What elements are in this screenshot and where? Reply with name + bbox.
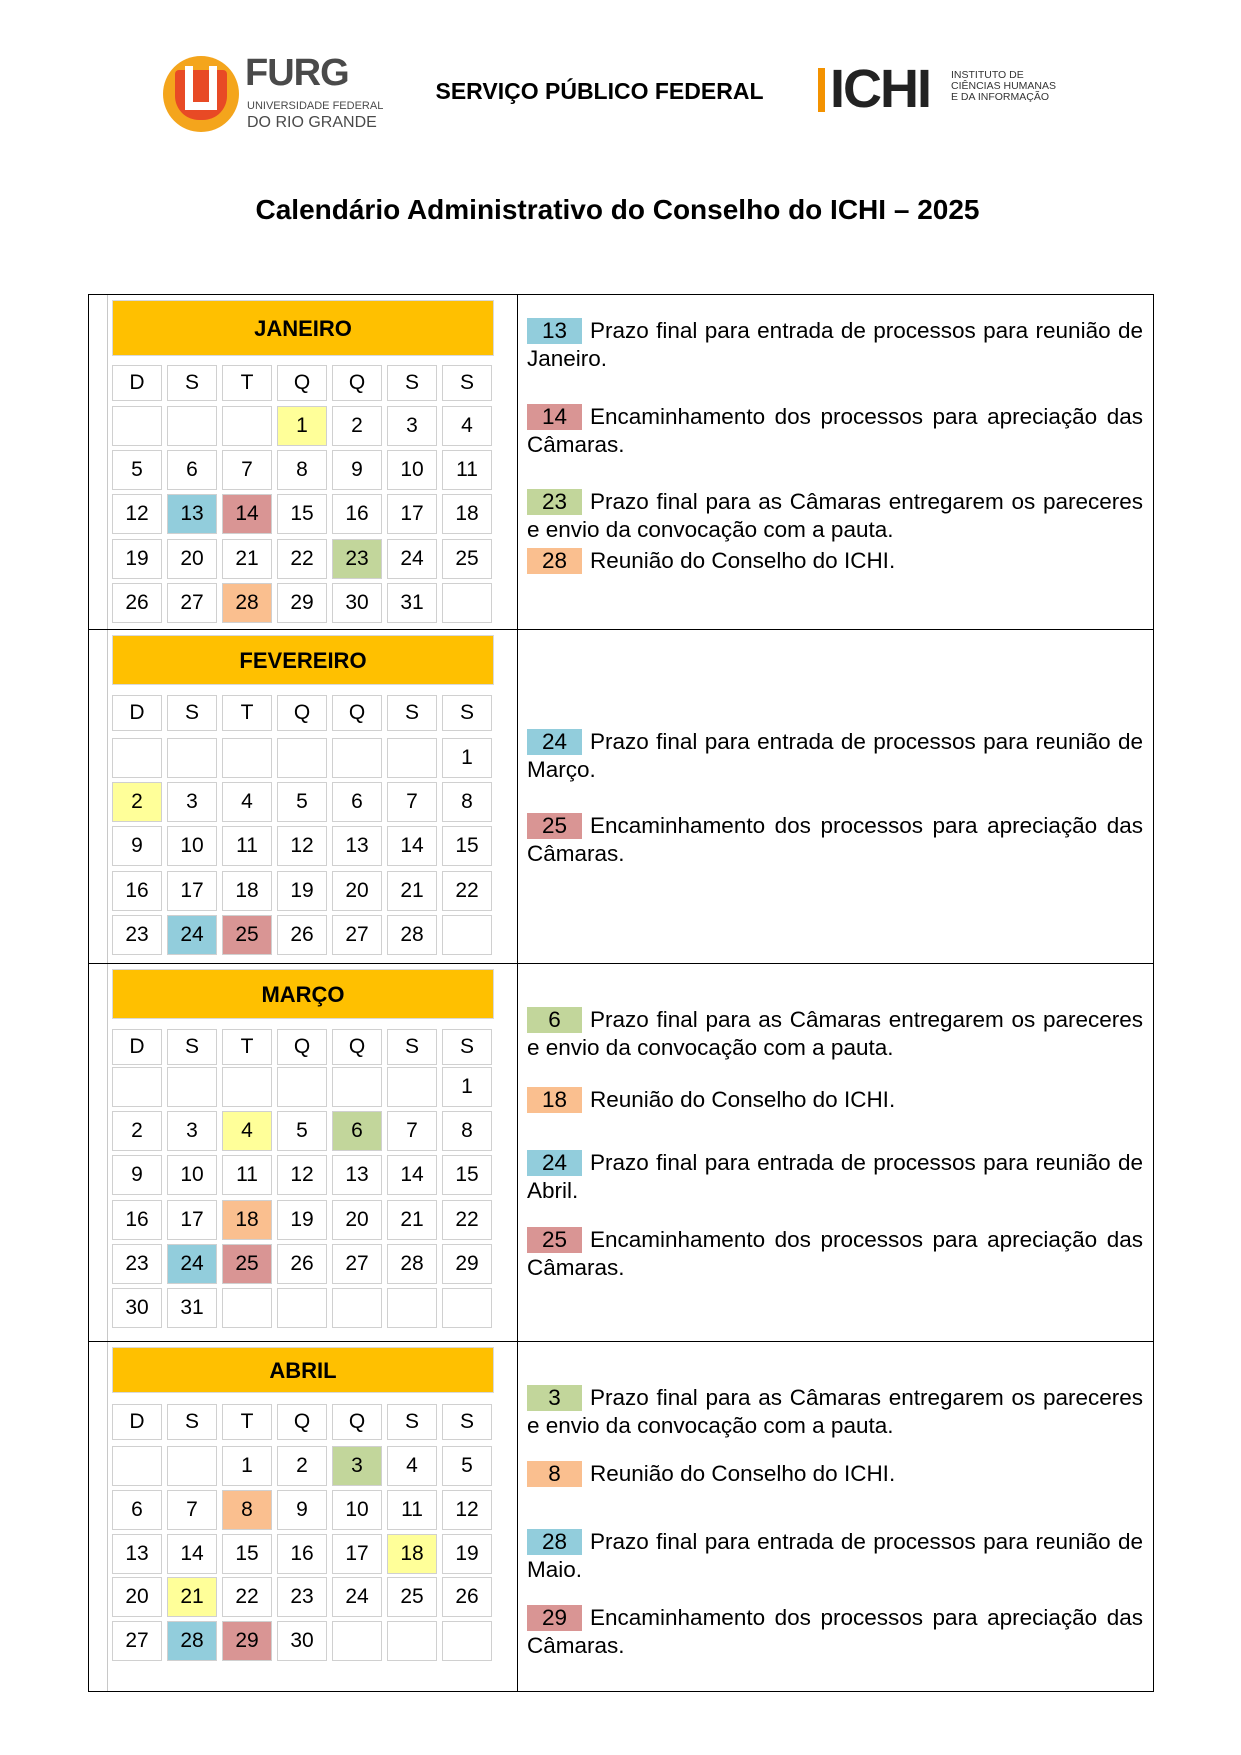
calendar-day: 28 — [387, 1244, 437, 1284]
calendar-day: 5 — [277, 782, 327, 822]
event-day-badge: 24 — [527, 729, 582, 755]
page-title: Calendário Administrativo do Conselho do ICHI – 2025 — [255, 194, 980, 225]
calendar-day: 17 — [167, 871, 217, 911]
calendar-day: 6 — [167, 450, 217, 490]
calendar-day-empty — [167, 406, 217, 446]
event-day-badge: 25 — [527, 1227, 582, 1253]
calendar-day: 22 — [442, 871, 492, 911]
event-day-badge: 28 — [527, 548, 582, 574]
calendar-day: 12 — [442, 1490, 492, 1530]
calendar-day: 14 — [387, 826, 437, 866]
weekday-header: S — [167, 1404, 217, 1440]
calendar-border — [107, 295, 108, 629]
column-divider — [517, 1342, 518, 1691]
service-heading: SERVIÇO PÚBLICO FEDERAL — [435, 78, 764, 104]
calendar-day: 30 — [332, 583, 382, 623]
calendar-day: 28 — [222, 583, 272, 623]
event-description: Reunião do Conselho do ICHI. — [590, 548, 896, 573]
weekday-header: Q — [277, 1404, 327, 1440]
calendar-day: 9 — [112, 826, 162, 866]
calendar-day-empty — [332, 738, 382, 778]
calendar-day: 17 — [387, 494, 437, 534]
event-item — [527, 1006, 1143, 1062]
calendar-day-empty — [112, 738, 162, 778]
calendar-day: 9 — [112, 1155, 162, 1195]
weekday-header: S — [167, 695, 217, 731]
calendar-day: 4 — [442, 406, 492, 446]
event-day-badge: 6 — [527, 1007, 582, 1033]
calendar-day: 23 — [112, 1244, 162, 1284]
calendar-day-empty — [222, 738, 272, 778]
calendar-day: 12 — [112, 494, 162, 534]
calendar-day-empty — [222, 1067, 272, 1107]
calendar-day: 2 — [112, 1111, 162, 1151]
furg-logo-name: FURG — [245, 52, 349, 94]
calendar-day: 7 — [222, 450, 272, 490]
weekday-header: Q — [277, 365, 327, 401]
calendar-day: 4 — [222, 1111, 272, 1151]
weekday-header: Q — [277, 695, 327, 731]
calendar-day: 3 — [332, 1446, 382, 1486]
calendar-day: 8 — [442, 782, 492, 822]
event-item — [527, 1149, 1143, 1205]
calendar-day: 20 — [167, 539, 217, 579]
ichi-accent-bar — [818, 68, 825, 112]
calendar-day: 29 — [222, 1621, 272, 1661]
calendar-day: 27 — [332, 915, 382, 955]
ichi-logo-name: ICHI — [830, 59, 930, 119]
calendar-day: 25 — [387, 1577, 437, 1617]
calendar-day: 27 — [112, 1621, 162, 1661]
calendar-day-empty — [332, 1621, 382, 1661]
calendar-day: 10 — [332, 1490, 382, 1530]
event-description: Prazo final para as Câmaras entregarem os pareceres e envio da convocação com a pauta. — [527, 489, 1143, 542]
calendar-day: 12 — [277, 1155, 327, 1195]
weekday-header: S — [442, 365, 492, 401]
calendar-day-empty — [222, 406, 272, 446]
calendar-day: 19 — [277, 1200, 327, 1240]
calendar-day: 18 — [222, 871, 272, 911]
calendar-day-empty — [387, 1288, 437, 1328]
calendar-day: 13 — [332, 826, 382, 866]
calendar-day: 30 — [112, 1288, 162, 1328]
calendar-day: 5 — [277, 1111, 327, 1151]
event-day-badge: 8 — [527, 1461, 582, 1487]
calendar-day: 31 — [167, 1288, 217, 1328]
event-day-badge: 25 — [527, 813, 582, 839]
calendar-day: 21 — [222, 539, 272, 579]
month-row — [89, 964, 1153, 1342]
column-divider — [517, 630, 518, 963]
event-item — [527, 1528, 1143, 1584]
calendar-day: 22 — [222, 1577, 272, 1617]
calendar-table — [88, 294, 1154, 1692]
calendar-day: 11 — [442, 450, 492, 490]
event-description: Encaminhamento dos processos para apreciação das Câmaras. — [527, 404, 1143, 457]
calendar-day: 18 — [387, 1534, 437, 1574]
calendar-day-empty — [332, 1288, 382, 1328]
calendar-border — [107, 1342, 108, 1691]
calendar-day: 1 — [442, 738, 492, 778]
furg-logo-subtitle-2: DO RIO GRANDE — [247, 114, 377, 131]
ichi-logo — [818, 59, 1078, 120]
events-list — [527, 295, 1143, 629]
calendar-day: 20 — [332, 1200, 382, 1240]
event-description: Prazo final para as Câmaras entregarem os pareceres e envio da convocação com a pauta. — [527, 1385, 1143, 1438]
calendar-day-empty — [442, 915, 492, 955]
calendar-day: 19 — [277, 871, 327, 911]
weekday-header: T — [222, 1404, 272, 1440]
event-item — [527, 812, 1143, 868]
calendar-day: 24 — [167, 915, 217, 955]
calendar-day-empty — [442, 1288, 492, 1328]
calendar-day-empty — [167, 1446, 217, 1486]
calendar-day: 29 — [277, 583, 327, 623]
calendar-day: 13 — [167, 494, 217, 534]
event-day-badge: 24 — [527, 1150, 582, 1176]
weekday-header: Q — [332, 1029, 382, 1065]
calendar-day: 23 — [112, 915, 162, 955]
calendar-day: 10 — [167, 826, 217, 866]
weekday-header: D — [112, 365, 162, 401]
calendar-day: 26 — [442, 1577, 492, 1617]
calendar-day: 14 — [387, 1155, 437, 1195]
month-name: FEVEREIRO — [112, 635, 494, 685]
event-description: Encaminhamento dos processos para apreciação das Câmaras. — [527, 1605, 1143, 1658]
calendar-day: 5 — [442, 1446, 492, 1486]
calendar-day: 24 — [167, 1244, 217, 1284]
calendar-day: 16 — [112, 1200, 162, 1240]
calendar-border — [107, 964, 108, 1341]
furg-logo-subtitle-1: UNIVERSIDADE FEDERAL — [247, 100, 384, 112]
calendar-day: 28 — [167, 1621, 217, 1661]
page-header — [0, 50, 1241, 140]
calendar-day: 21 — [387, 871, 437, 911]
calendar-day-empty — [387, 1067, 437, 1107]
calendar-day: 6 — [332, 782, 382, 822]
event-description: Prazo final para entrada de processos para reunião de Janeiro. — [527, 318, 1143, 371]
column-divider — [517, 964, 518, 1341]
event-item — [527, 728, 1143, 784]
calendar-day: 1 — [277, 406, 327, 446]
ichi-logo-subtitle: INSTITUTO DE CIÊNCIAS HUMANAS E DA INFORMAÇÃO — [951, 69, 1057, 103]
calendar-day: 8 — [222, 1490, 272, 1530]
weekday-header: S — [167, 1029, 217, 1065]
calendar-day: 19 — [442, 1534, 492, 1574]
event-item — [527, 1086, 1143, 1114]
calendar-day-empty — [277, 1067, 327, 1107]
calendar-day-empty — [112, 406, 162, 446]
event-description: Encaminhamento dos processos para apreciação das Câmaras. — [527, 1227, 1143, 1280]
calendar-day: 7 — [387, 1111, 437, 1151]
event-item — [527, 488, 1143, 544]
calendar-day: 22 — [442, 1200, 492, 1240]
calendar-day: 8 — [442, 1111, 492, 1151]
month-name: ABRIL — [112, 1347, 494, 1393]
calendar-day: 5 — [112, 450, 162, 490]
event-description: Reunião do Conselho do ICHI. — [590, 1461, 896, 1486]
event-description: Prazo final para entrada de processos para reunião de Maio. — [527, 1529, 1143, 1582]
month-row — [89, 1342, 1153, 1691]
calendar-day: 6 — [332, 1111, 382, 1151]
event-day-badge: 18 — [527, 1087, 582, 1113]
weekday-header: S — [387, 365, 437, 401]
calendar-day: 11 — [387, 1490, 437, 1530]
weekday-header: T — [222, 695, 272, 731]
calendar-day: 4 — [387, 1446, 437, 1486]
calendar-day-empty — [442, 1621, 492, 1661]
column-divider — [517, 295, 518, 629]
weekday-header: D — [112, 1404, 162, 1440]
calendar-day: 2 — [332, 406, 382, 446]
calendar-day: 4 — [222, 782, 272, 822]
event-day-badge: 29 — [527, 1605, 582, 1631]
month-row — [89, 630, 1153, 964]
calendar-day: 13 — [112, 1534, 162, 1574]
calendar-day: 7 — [387, 782, 437, 822]
calendar-day: 12 — [277, 826, 327, 866]
calendar-day: 19 — [112, 539, 162, 579]
event-description: Reunião do Conselho do ICHI. — [590, 1087, 896, 1112]
calendar-day: 28 — [387, 915, 437, 955]
weekday-header: Q — [332, 695, 382, 731]
calendar-day-empty — [167, 1067, 217, 1107]
event-description: Prazo final para as Câmaras entregarem os pareceres e envio da convocação com a pauta. — [527, 1007, 1143, 1060]
calendar-day-empty — [277, 1288, 327, 1328]
calendar-day: 24 — [387, 539, 437, 579]
calendar-day: 16 — [112, 871, 162, 911]
calendar-day-empty — [387, 1621, 437, 1661]
event-description: Prazo final para entrada de processos para reunião de Março. — [527, 729, 1143, 782]
calendar-day: 29 — [442, 1244, 492, 1284]
event-item — [527, 1384, 1143, 1440]
calendar-day: 1 — [442, 1067, 492, 1107]
event-item — [527, 1226, 1143, 1282]
calendar-day: 17 — [167, 1200, 217, 1240]
calendar-day: 16 — [332, 494, 382, 534]
calendar-day: 2 — [277, 1446, 327, 1486]
calendar-day: 13 — [332, 1155, 382, 1195]
weekday-header: D — [112, 695, 162, 731]
calendar-day: 30 — [277, 1621, 327, 1661]
events-list — [527, 630, 1143, 963]
calendar-day: 26 — [277, 1244, 327, 1284]
weekday-header: T — [222, 1029, 272, 1065]
calendar-day: 17 — [332, 1534, 382, 1574]
weekday-header: Q — [332, 1404, 382, 1440]
calendar-day: 23 — [277, 1577, 327, 1617]
calendar-day: 11 — [222, 826, 272, 866]
calendar-day: 25 — [222, 915, 272, 955]
weekday-header: S — [442, 1404, 492, 1440]
month-row — [89, 295, 1153, 630]
events-list — [527, 1342, 1143, 1691]
events-list — [527, 964, 1143, 1341]
event-item — [527, 1460, 1143, 1488]
weekday-header: D — [112, 1029, 162, 1065]
weekday-header: S — [387, 1404, 437, 1440]
event-day-badge: 3 — [527, 1385, 582, 1411]
calendar-day: 15 — [222, 1534, 272, 1574]
calendar-day: 7 — [167, 1490, 217, 1530]
calendar-day: 22 — [277, 539, 327, 579]
calendar-day-empty — [442, 583, 492, 623]
calendar-day: 18 — [222, 1200, 272, 1240]
calendar-day: 10 — [167, 1155, 217, 1195]
event-day-badge: 28 — [527, 1529, 582, 1555]
weekday-header: S — [387, 695, 437, 731]
calendar-day-empty — [112, 1067, 162, 1107]
calendar-day: 23 — [332, 539, 382, 579]
event-item — [527, 317, 1143, 373]
calendar-day-empty — [387, 738, 437, 778]
event-day-badge: 14 — [527, 404, 582, 430]
event-item — [527, 547, 1143, 575]
event-item — [527, 1604, 1143, 1660]
weekday-header: S — [387, 1029, 437, 1065]
calendar-day: 3 — [167, 782, 217, 822]
calendar-day: 26 — [277, 915, 327, 955]
calendar-day: 18 — [442, 494, 492, 534]
calendar-day: 11 — [222, 1155, 272, 1195]
calendar-day: 24 — [332, 1577, 382, 1617]
event-day-badge: 13 — [527, 318, 582, 344]
weekday-header: S — [442, 695, 492, 731]
event-description: Encaminhamento dos processos para apreciação das Câmaras. — [527, 813, 1143, 866]
calendar-day: 14 — [167, 1534, 217, 1574]
calendar-day: 15 — [442, 826, 492, 866]
calendar-day: 10 — [387, 450, 437, 490]
calendar-day: 21 — [167, 1577, 217, 1617]
weekday-header: Q — [277, 1029, 327, 1065]
calendar-day-empty — [112, 1446, 162, 1486]
calendar-day: 21 — [387, 1200, 437, 1240]
calendar-day-empty — [222, 1288, 272, 1328]
calendar-day: 25 — [442, 539, 492, 579]
calendar-day: 15 — [277, 494, 327, 534]
weekday-header: Q — [332, 365, 382, 401]
calendar-day: 26 — [112, 583, 162, 623]
calendar-day: 8 — [277, 450, 327, 490]
calendar-day: 2 — [112, 782, 162, 822]
event-description: Prazo final para entrada de processos para reunião de Abril. — [527, 1150, 1143, 1203]
calendar-day: 3 — [387, 406, 437, 446]
calendar-day: 9 — [332, 450, 382, 490]
calendar-day: 15 — [442, 1155, 492, 1195]
calendar-day: 1 — [222, 1446, 272, 1486]
calendar-day: 3 — [167, 1111, 217, 1151]
calendar-day: 20 — [332, 871, 382, 911]
calendar-day-empty — [277, 738, 327, 778]
calendar-day: 14 — [222, 494, 272, 534]
calendar-day-empty — [167, 738, 217, 778]
calendar-day: 9 — [277, 1490, 327, 1530]
calendar-day: 16 — [277, 1534, 327, 1574]
calendar-day: 31 — [387, 583, 437, 623]
calendar-day: 27 — [332, 1244, 382, 1284]
event-day-badge: 23 — [527, 489, 582, 515]
calendar-day-empty — [332, 1067, 382, 1107]
calendar-day: 25 — [222, 1244, 272, 1284]
event-item — [527, 403, 1143, 459]
calendar-day: 27 — [167, 583, 217, 623]
calendar-day: 20 — [112, 1577, 162, 1617]
weekday-header: S — [167, 365, 217, 401]
weekday-header: T — [222, 365, 272, 401]
month-name: MARÇO — [112, 969, 494, 1019]
calendar-day: 6 — [112, 1490, 162, 1530]
month-name: JANEIRO — [112, 300, 494, 356]
calendar-border — [107, 630, 108, 963]
weekday-header: S — [442, 1029, 492, 1065]
